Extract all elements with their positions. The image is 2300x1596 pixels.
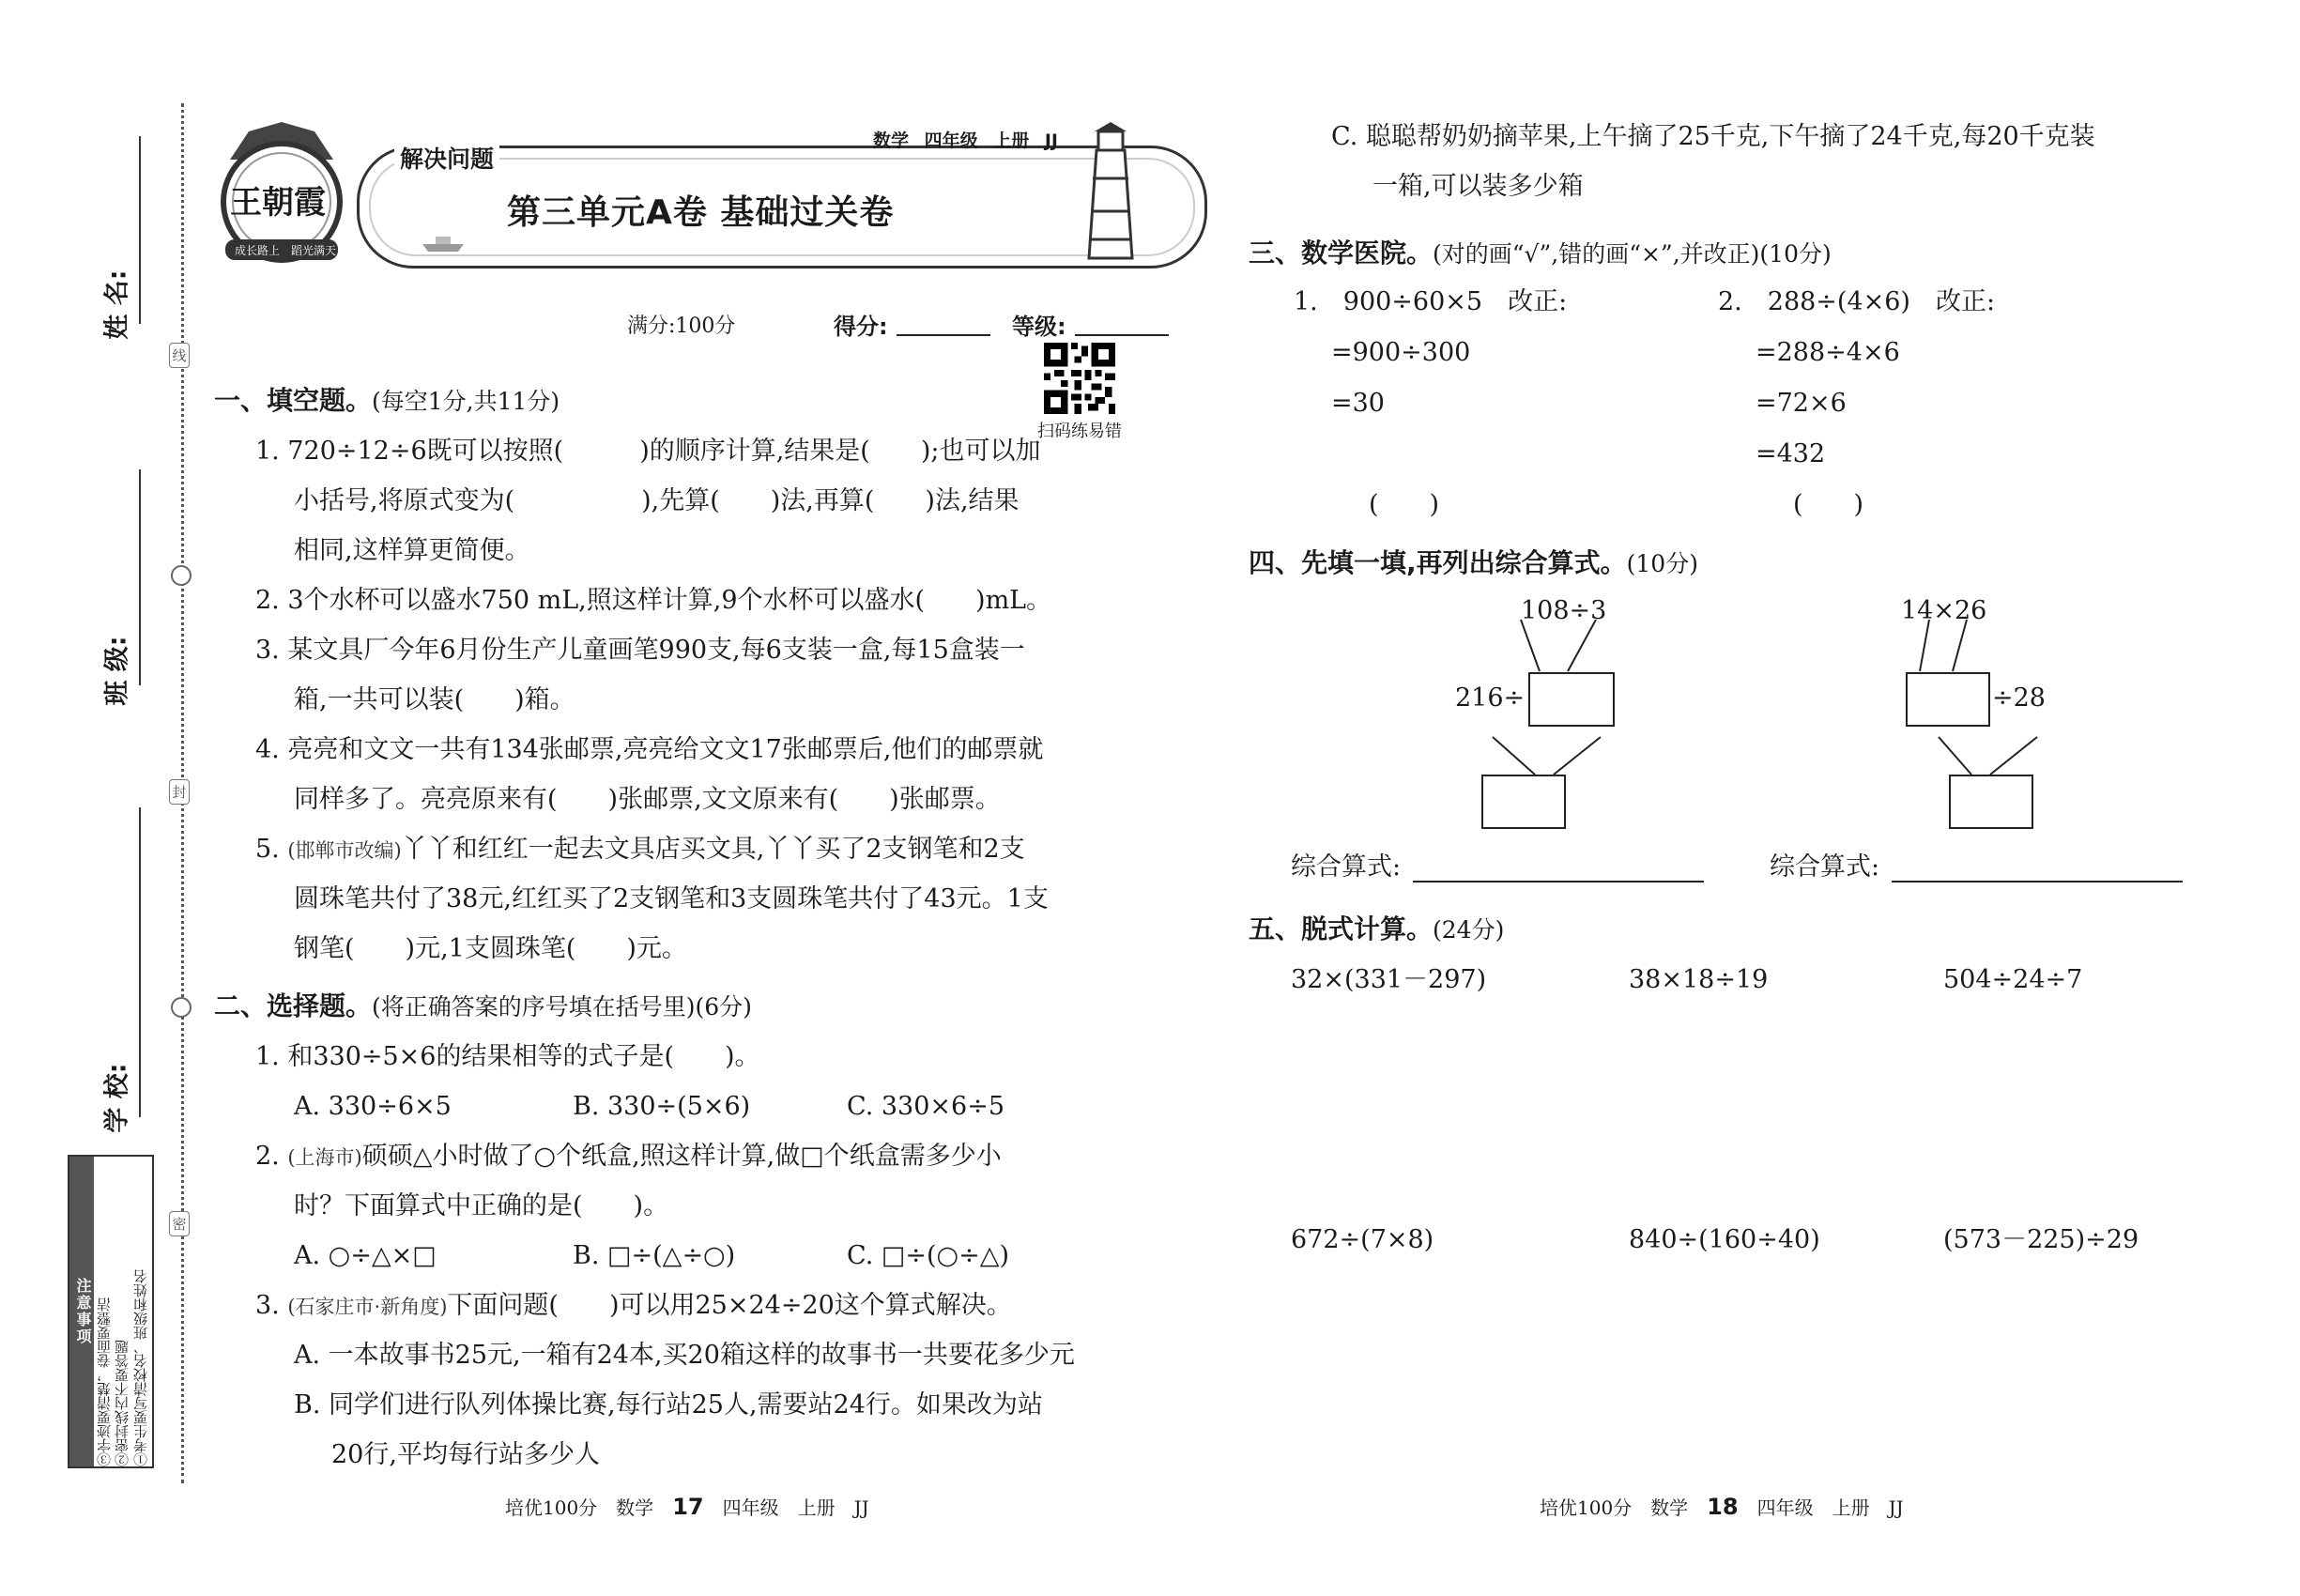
school-label: 学 校: <box>102 1063 132 1133</box>
page-number: 17 <box>672 1494 704 1520</box>
tree2-box-bottom[interactable] <box>1949 775 2033 829</box>
section-2-title: 二、选择题。(将正确答案的序号填在括号里)(6分) <box>214 990 752 1021</box>
c3-line1: 3. (石家庄市·新角度)下面问题( )可以用25×24÷20这个算式解决。 <box>255 1291 1012 1320</box>
h1-step2: =30 <box>1331 389 1385 418</box>
tree1-left-op: 216÷ <box>1455 683 1526 713</box>
c2-line1: 2. (上海市)硕硕△小时做了○个纸盒,照这样计算,做□个纸盒需多少小 <box>255 1142 1002 1171</box>
page-number: 18 <box>1707 1494 1739 1520</box>
expr-4: 672÷(7×8) <box>1291 1225 1434 1254</box>
work-area-row2[interactable] <box>1291 1267 2230 1455</box>
qr-code-icon[interactable] <box>1044 343 1115 414</box>
lighthouse-icon <box>1078 122 1143 263</box>
combo2-label: 综合算式: <box>1770 852 1880 882</box>
tree2-top: 14×26 <box>1901 596 1987 625</box>
section-label: 解决问题 <box>394 141 499 175</box>
q1-line2: 小括号,将原式变为( ),先算( )法,再算( )法,结果 <box>294 486 1020 515</box>
c3-option-a[interactable]: A. 一本故事书25元,一箱有24本,买20箱这样的故事书一共要花多少元 <box>294 1341 1075 1370</box>
grade-label: 等级: <box>1012 314 1066 340</box>
h2-step2: =72×6 <box>1756 389 1847 418</box>
grade-field[interactable] <box>1075 334 1169 336</box>
h2-answer-paren[interactable]: ( ) <box>1793 490 1864 519</box>
tree1-top: 108÷3 <box>1521 596 1607 625</box>
c3-option-b-line2: 20行,平均每行站多少人 <box>331 1440 600 1469</box>
section-3-title: 三、数学医院。(对的画“√”,错的画“×”,并改正)(10分) <box>1249 238 1832 269</box>
h2-step3: =432 <box>1756 439 1826 468</box>
section-4-title: 四、先填一填,再列出综合算式。(10分) <box>1249 547 1698 578</box>
seal-circle-icon <box>171 565 192 586</box>
c2-option-c[interactable]: C. □÷(○÷△) <box>847 1241 1010 1270</box>
page-title: 第三单元A卷 基础过关卷 <box>507 193 895 232</box>
class-line[interactable] <box>139 469 141 685</box>
tree2-box-middle[interactable] <box>1906 672 1990 727</box>
q5-line1: 5. (邯郸市改编)丫丫和红红一起去文具店买文具,丫丫买了2支钢笔和2支 <box>255 835 1025 864</box>
name-line[interactable] <box>139 136 141 324</box>
q1-line1: 1. 720÷12÷6既可以按照( )的顺序计算,结果是( );也可以加 <box>255 437 1041 466</box>
h1-step1: =900÷300 <box>1331 338 1471 367</box>
c3-option-c-line2: 一箱,可以装多少箱 <box>1372 172 1584 201</box>
score-got-label: 得分: <box>834 314 888 340</box>
q4-line1: 4. 亮亮和文文一共有134张邮票,亮亮给文文17张邮票后,他们的邮票就 <box>255 735 1044 764</box>
tree2-right-op: ÷28 <box>1992 683 2046 713</box>
expr-1: 32×(331－297) <box>1291 965 1487 994</box>
brand-name: 王朝霞 <box>230 184 326 222</box>
c1-option-c[interactable]: C. 330×6÷5 <box>847 1092 1004 1121</box>
c3-option-b-line1[interactable]: B. 同学们进行队列体操比赛,每行站25人,需要站24行。如果改为站 <box>294 1390 1043 1420</box>
c2-line2: 时？下面算式中正确的是( )。 <box>294 1191 669 1220</box>
seal-circle-icon <box>171 997 192 1018</box>
c1-option-a[interactable]: A. 330÷6×5 <box>294 1092 452 1121</box>
q5-line2: 圆珠笔共付了38元,红红买了2支钢笔和3支圆珠笔共付了43元。1支 <box>294 884 1049 913</box>
q3-line1: 3. 某文具厂今年6月份生产儿童画笔990支,每6支装一盒,每15盒装一 <box>255 636 1025 665</box>
name-label: 姓 名: <box>102 269 132 340</box>
c3-option-c-line1[interactable]: C. 聪聪帮奶奶摘苹果,上午摘了25千克,下午摘了24千克,每20千克装 <box>1331 122 2095 151</box>
combo2-field[interactable] <box>1892 881 2183 882</box>
score-got-field[interactable] <box>897 334 990 336</box>
cut-mark-xian: 线 <box>169 343 190 368</box>
h2-step1: =288÷4×6 <box>1756 338 1900 367</box>
footer-left-page: 培优100分 数学 17 四年级 上册 JJ <box>505 1494 869 1520</box>
expr-6: (573－225)÷29 <box>1943 1225 2139 1254</box>
combo1-label: 综合算式: <box>1291 852 1402 882</box>
school-line[interactable] <box>139 807 141 1117</box>
c1-option-b[interactable]: B. 330÷(5×6) <box>573 1092 751 1121</box>
h1-expr: 1. 900÷60×5 改正: <box>1294 287 1568 316</box>
notes-title: 注意事项 <box>69 1157 94 1466</box>
footer-right-page: 培优100分 数学 18 四年级 上册 JJ <box>1540 1494 1904 1520</box>
class-label: 班 级: <box>102 636 132 706</box>
q1-line3: 相同,这样算更简便。 <box>294 536 530 565</box>
section-5-title: 五、脱式计算。(24分) <box>1249 913 1505 944</box>
ship-icon <box>422 235 464 253</box>
subject-meta: 数学 四年级 上册 JJ <box>873 130 1058 151</box>
c2-option-a[interactable]: A. ○÷△×□ <box>294 1241 437 1270</box>
q4-line2: 同样多了。亮亮原来有( )张邮票,文文原来有( )张邮票。 <box>294 785 1001 814</box>
combo1-field[interactable] <box>1413 881 1704 882</box>
tree1-box-middle[interactable] <box>1528 672 1615 727</box>
section-1-title: 一、填空题。(每空1分,共11分) <box>214 385 560 416</box>
h2-expr: 2. 288÷(4×6) 改正: <box>1718 287 1996 316</box>
qr-caption: 扫码练易错 <box>1037 422 1122 441</box>
work-area-row1[interactable] <box>1291 1009 2230 1197</box>
q2-line1: 2. 3个水杯可以盛水750 mL,照这样计算,9个水杯可以盛水( )mL。 <box>255 586 1052 615</box>
expr-5: 840÷(160÷40) <box>1629 1225 1820 1254</box>
q5-line3: 钢笔( )元,1支圆珠笔( )元。 <box>294 934 687 963</box>
notes-box <box>68 1155 154 1468</box>
expr-3: 504÷24÷7 <box>1943 965 2083 994</box>
note-1: ①考生要写清校名、班级和姓名 <box>132 1269 149 1466</box>
c2-option-b[interactable]: B. □÷(△÷○) <box>573 1241 736 1270</box>
note-2: ②密封线内不要答题 <box>114 1340 130 1466</box>
note-3: ③字迹要清楚，卷面要整洁 <box>96 1297 113 1466</box>
brand-tag: 成长路上 蹈光满天 <box>235 244 337 257</box>
score-full: 满分:100分 <box>627 315 736 338</box>
q3-line2: 箱,一共可以装( )箱。 <box>294 685 575 714</box>
c1-line1: 1. 和330÷5×6的结果相等的式子是( )。 <box>255 1042 760 1071</box>
expr-2: 38×18÷19 <box>1629 965 1769 994</box>
h1-answer-paren[interactable]: ( ) <box>1369 490 1440 519</box>
cut-mark-mi: 密 <box>169 1211 190 1236</box>
cut-mark-feng: 封 <box>169 779 190 805</box>
tree1-box-bottom[interactable] <box>1481 775 1566 829</box>
